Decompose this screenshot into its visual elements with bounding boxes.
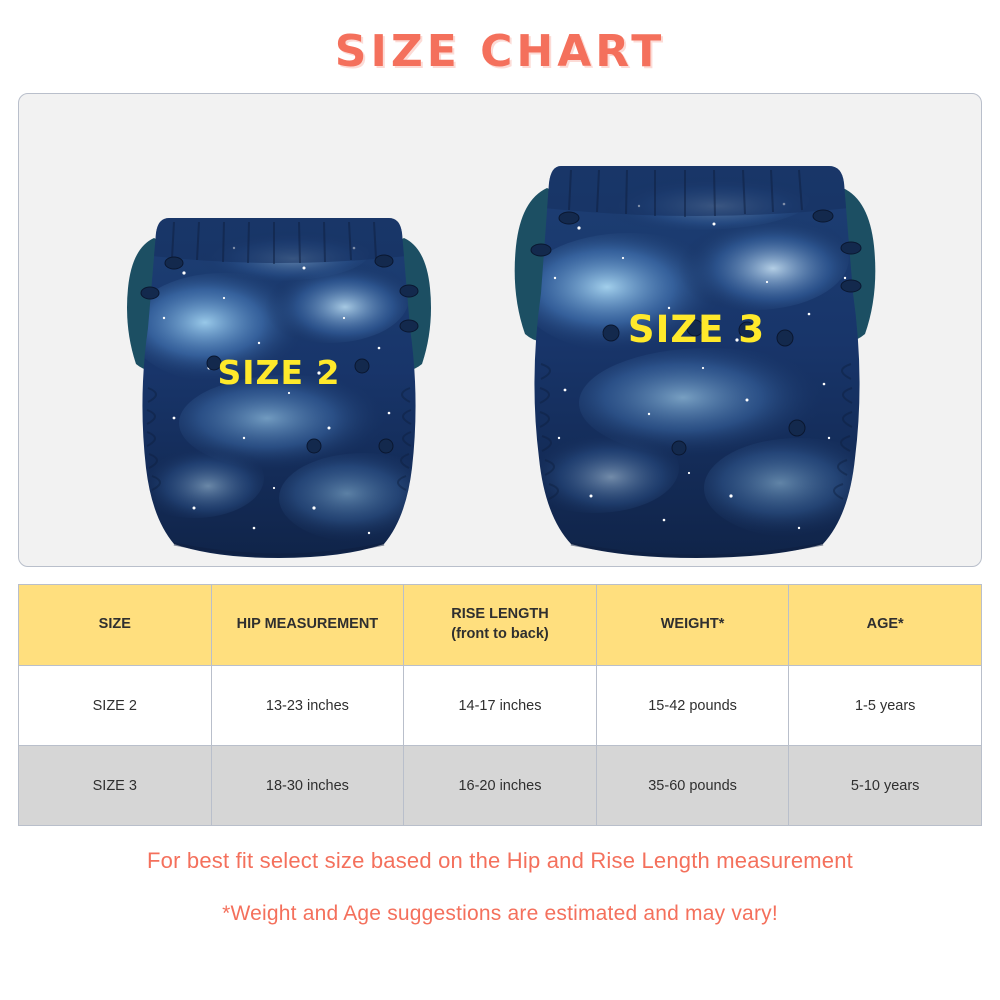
header-size-label: SIZE [98,616,131,633]
page-title: SIZE CHART [334,26,666,77]
product-image-panel [18,93,982,567]
cell-hip: 18-30 inches [211,746,404,826]
header-size [19,585,212,666]
header-age-label: AGE* [866,616,904,633]
diaper-size-2-label: SIZE 2 [217,353,341,392]
cell-weight: 35-60 pounds [596,746,789,826]
table-header-row [19,585,982,666]
header-hip-label: HIP MEASUREMENT [236,616,379,633]
cell-weight: 15-42 pounds [596,666,789,746]
header-age [789,585,982,666]
cell-rise: 16-20 inches [404,746,597,826]
header-weight [596,585,789,666]
table-row [19,746,982,826]
table-row [19,666,982,746]
size-table-wrapper [18,584,982,826]
fit-note: For best fit select size based on the Hip and Rise Length measurement [147,848,853,873]
cell-age: 1-5 years [789,666,982,746]
header-rise [404,585,597,666]
header-rise-sublabel: (front to back) [451,626,549,642]
header-hip [211,585,404,666]
size-table [18,584,982,826]
cell-size: SIZE 2 [19,666,212,746]
footnotes [0,848,1000,926]
cell-hip: 13-23 inches [211,666,404,746]
cell-age: 5-10 years [789,746,982,826]
diaper-image-size-3 [499,128,894,558]
cell-rise: 14-17 inches [404,666,597,746]
estimate-note: *Weight and Age suggestions are estimated and may vary! [222,902,778,925]
header-rise-label: RISE LENGTH [451,606,549,623]
diaper-size-3-label: SIZE 3 [627,308,766,351]
diaper-image-size-2 [114,178,444,558]
cell-size: SIZE 3 [19,746,212,826]
header-weight-label: WEIGHT* [660,616,725,633]
